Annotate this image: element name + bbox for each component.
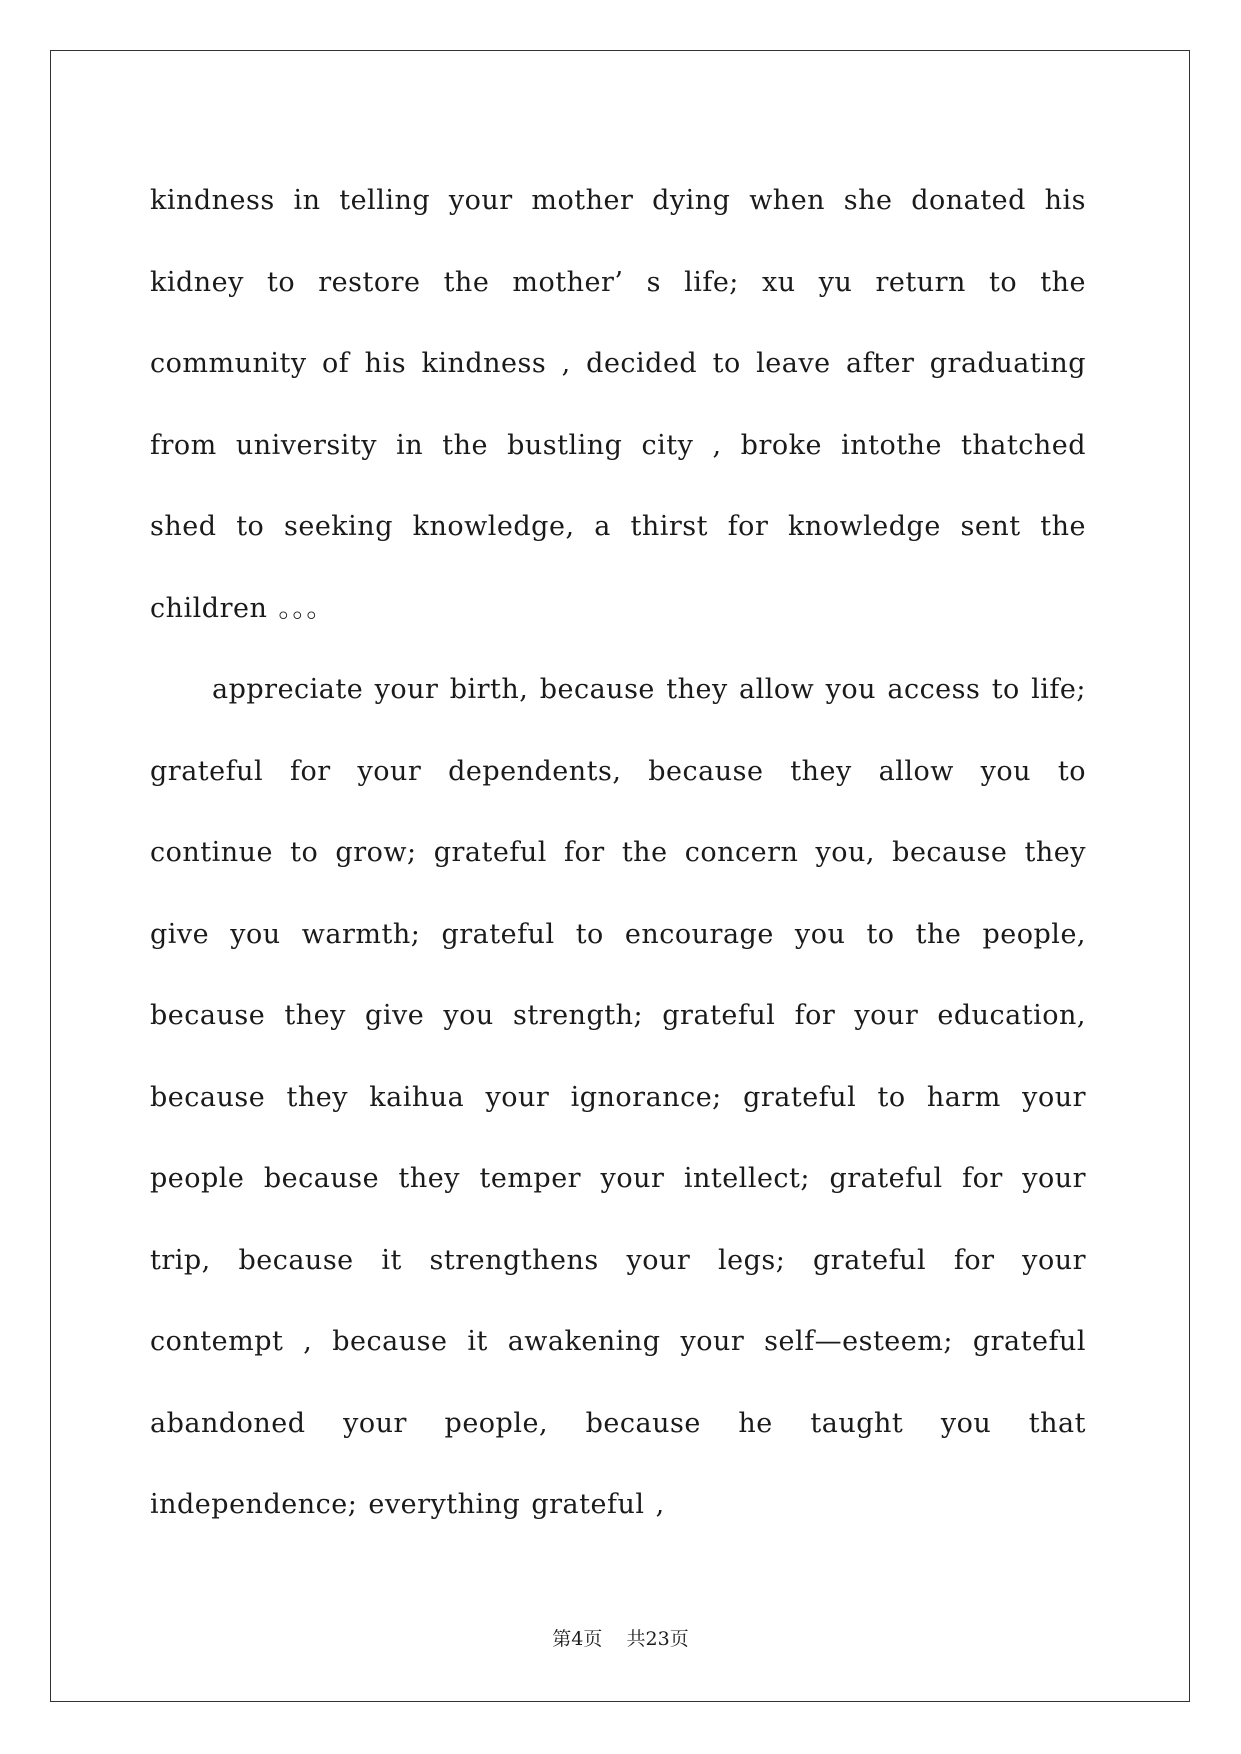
page-total: 共23页 — [626, 1628, 689, 1650]
paragraph-1: kindness in telling your mother dying when she donated his kidney to restore the mother’ s life; xu yu return to the community of his kindness , decided to leave after graduating from university in the bustling city , broke intothe thatched shed to seeking knowledge, a thirst for knowledge sent the children 。。。 — [150, 185, 1086, 624]
paragraph-2: appreciate your birth, because they allow you access to life; grateful for your dependents, because they allow you to continue to grow; grateful for the concern you, because they give you warmth; grateful to encourage you to the people, because they give you strength; grateful for your education, because they kaihua your ignorance; grateful to harm your people because they temper your intellect; grateful for your trip, because it strengthens your legs; grateful for your contempt , because it awakening your self—esteem; grateful abandoned your people, because he taught you that independence; everything grateful , — [150, 674, 1086, 1520]
document-body — [150, 160, 1086, 1546]
page-footer — [0, 1624, 1241, 1651]
page-number: 第4页 — [552, 1628, 603, 1650]
